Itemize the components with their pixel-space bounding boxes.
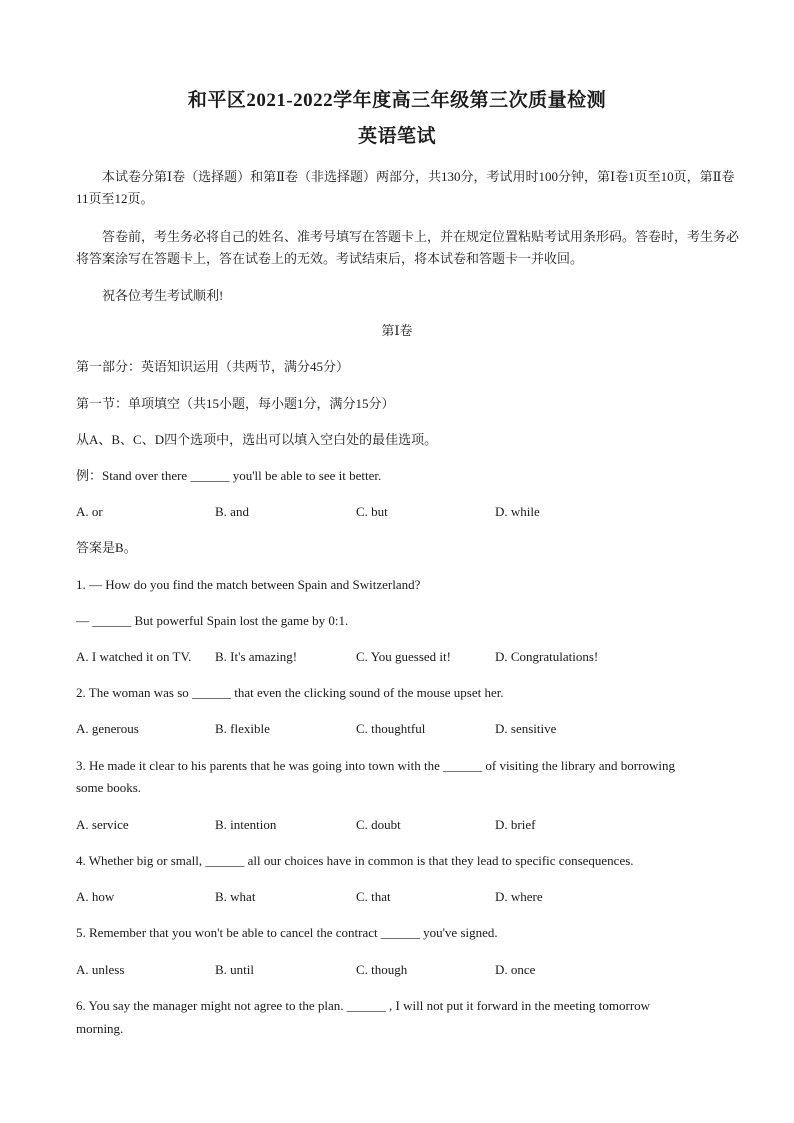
question-3-option-b: B. intention xyxy=(215,817,277,832)
exam-subtitle: 英语笔试 xyxy=(357,126,436,147)
good-luck-line: 祝各位考生考试顺利! xyxy=(102,288,224,303)
question-5-option-b: B. until xyxy=(215,962,255,977)
question-4-line-1: 4. Whether big or small, ______ all our choices have in common is that they lead to specific consequences. xyxy=(76,853,634,868)
question-5-option-c: C. though xyxy=(356,962,408,977)
question-1-option-d: D. Congratulations! xyxy=(495,649,599,664)
question-5-line-1: 5. Remember that you won't be able to cancel the contract ______ you've signed. xyxy=(76,925,498,940)
part-heading: 第一部分：英语知识运用（共两节，满分45分） xyxy=(76,359,350,374)
intro-paragraph-2: 答卷前，考生务必将自己的姓名、准考号填写在答题卡上，并在规定位置粘贴考试用条形码。答卷时，考生务必将答案涂写在答题卡上，答在试卷上的无效。考试结束后，将本试卷和答题卡一并收回。 xyxy=(76,229,740,266)
question-5-option-d: D. once xyxy=(495,962,536,977)
question-3-line-2: some books. xyxy=(76,780,141,795)
question-1-option-a: A. I watched it on TV. xyxy=(76,649,192,664)
question-2-option-d: D. sensitive xyxy=(495,721,557,736)
exam-title: 和平区2021-2022学年度高三年级第三次质量检测 xyxy=(187,90,607,111)
example-option-d: D. while xyxy=(495,504,540,519)
question-6-line-2: morning. xyxy=(76,1021,124,1036)
question-4-option-a: A. how xyxy=(76,889,115,904)
volume-heading: 第Ⅰ卷 xyxy=(381,323,413,338)
question-3-option-d: D. brief xyxy=(495,817,536,832)
question-3-line-1: 3. He made it clear to his parents that he was going into town with the ______ of visiting the library and borrowing xyxy=(76,758,675,773)
question-6-line-1: 6. You say the manager might not agree to the plan. ______ , I will not put it forward in the meeting tomorrow xyxy=(76,998,651,1013)
question-3-option-c: C. doubt xyxy=(356,817,401,832)
subsection-heading: 第一节：单项填空（共15小题，每小题1分，满分15分） xyxy=(76,396,395,411)
question-1-option-c: C. You guessed it! xyxy=(356,649,451,664)
question-1-line-1: 1. — How do you find the match between Spain and Switzerland? xyxy=(76,577,421,592)
question-2-option-b: B. flexible xyxy=(215,721,270,736)
question-4-option-d: D. where xyxy=(495,889,543,904)
example-option-c: C. but xyxy=(356,504,388,519)
question-4-option-c: C. that xyxy=(356,889,391,904)
example-option-a: A. or xyxy=(76,504,103,519)
example-option-b: B. and xyxy=(215,504,249,519)
example-answer: 答案是B。 xyxy=(76,540,137,555)
question-5-option-a: A. unless xyxy=(76,962,125,977)
question-3-option-a: A. service xyxy=(76,817,129,832)
question-2-line-1: 2. The woman was so ______ that even the clicking sound of the mouse upset her. xyxy=(76,685,504,700)
question-4-option-b: B. what xyxy=(215,889,256,904)
question-2-option-c: C. thoughtful xyxy=(356,721,426,736)
question-1-line-2: — ______ But powerful Spain lost the game by 0:1. xyxy=(76,613,349,628)
example-question: 例：Stand over there ______ you'll be able to see it better. xyxy=(76,468,382,483)
question-1-option-b: B. It's amazing! xyxy=(215,649,298,664)
intro-paragraph-1: 本试卷分第Ⅰ卷（选择题）和第Ⅱ卷（非选择题）两部分，共130分，考试用时100分钟，第Ⅰ卷1页至10页，第Ⅱ卷11页至12页。 xyxy=(76,169,735,206)
question-2-option-a: A. generous xyxy=(76,721,139,736)
instruction-line: 从A、B、C、D四个选项中，选出可以填入空白处的最佳选项。 xyxy=(76,432,438,447)
